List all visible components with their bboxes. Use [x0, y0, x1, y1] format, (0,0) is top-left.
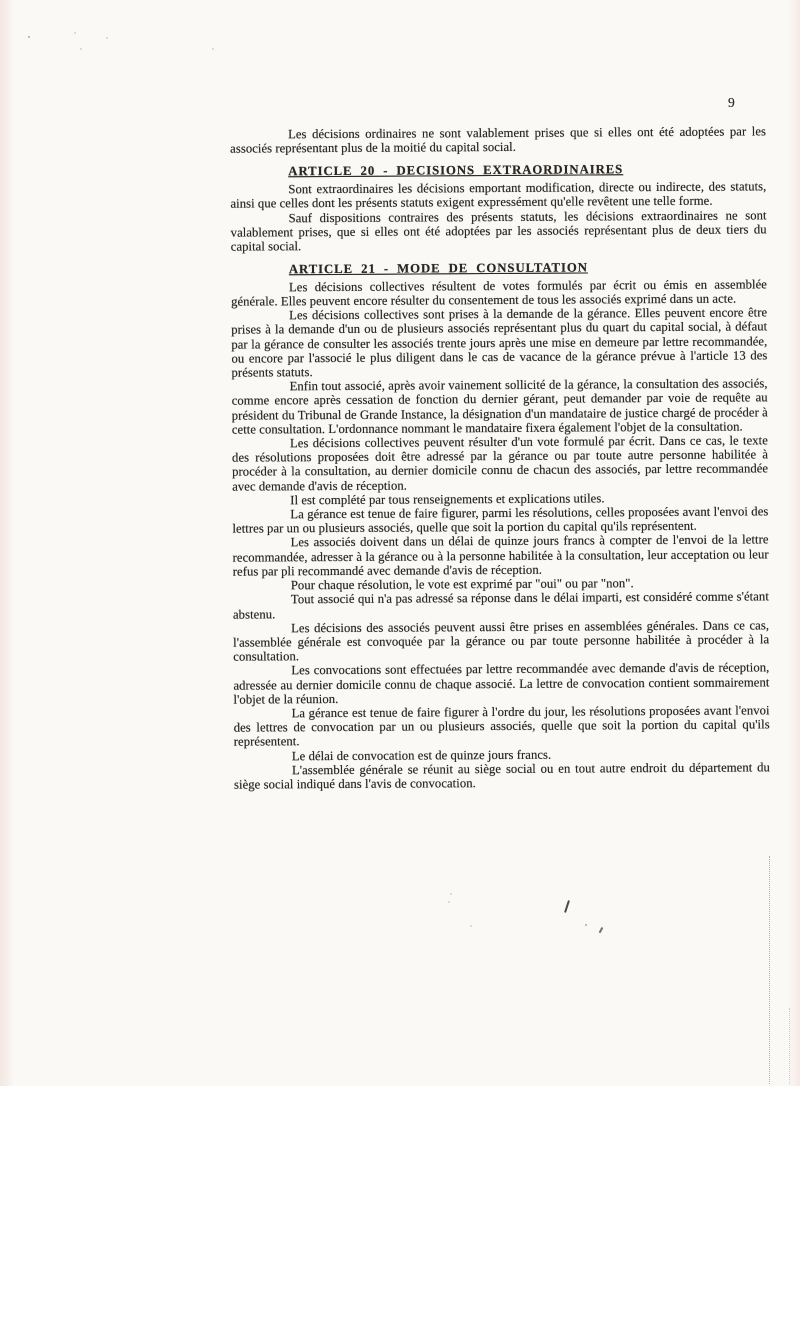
scan-vertical-streak	[769, 856, 770, 1084]
paragraph-vote-par-ecrit: Les décisions collectives peuvent résulter d'un vote formulé par écrit. Dans ce cas, le texte des résolutions proposées doit être adressé par la gérance ou par toute autre personne habilitée à procéder à la consultation, au dernier domicile connu de chacun des associés, par lettre recommandée avec demande d'avis de réception.	[231, 433, 769, 494]
paragraph-abstention: Tout associé qui n'a pas adressé sa réponse dans le délai imparti, est considéré comme s'étant abstenu.	[232, 589, 769, 622]
paragraph-complete-renseignements: Il est complété par tous renseignements et explications utiles.	[290, 491, 605, 508]
scan-speck	[80, 48, 82, 50]
paragraph-assemblees-generales: Les décisions des associés peuvent aussi être prises en assemblées générales. Dans ce cas, l'assemblée générale est convoquée par la gérance ou par toute personne habilitée à procéder à la consultation.	[233, 618, 770, 664]
paragraph-gerance-faire-figurer-resolutions: La gérance est tenue de faire figurer, parmi les résolutions, celles proposées avant l'envoi des lettres par un ou plusieurs associés, quelle que soit la portion du capital qu'ils représentent.	[232, 504, 769, 536]
paragraph-delai-convocation: Le délai de convocation est de quinze jours francs.	[291, 747, 552, 763]
scan-pen-tick	[599, 927, 603, 933]
scan-speck	[450, 893, 452, 895]
article-21-heading: ARTICLE 21 - MODE DE CONSULTATION	[288, 260, 588, 277]
paragraph-delai-quinze-jours: Les associés doivent dans un délai de quinze jours francs à compter de l'envoi de la lettre recommandée, adresser à la gérance ou à la personne habilitée à la consultation, leur acceptation ou leur refus par pli recommandé avec demande d'avis de réception.	[232, 532, 769, 579]
paragraph-convocations: Les convocations sont effectuées par lettre recommandée avec demande d'avis de réception, adressée au dernier domicile connu de chaque associé. La lettre de convocation contient sommairement l'objet de la réunion.	[233, 660, 770, 707]
scan-speck	[74, 32, 76, 34]
paragraph-sont-extraordinaires: Sont extraordinaires les décisions emportant modification, directe ou indirecte, des statuts, ainsi que celles dont les présents statuts exigent expressément qu'elle revêtent une telle forme.	[230, 179, 767, 211]
paragraph-assemblee-siege-social: L'assemblée générale se réunit au siège social ou en tout autre endroit du département du siège social indiqué dans l'avis de convocation.	[233, 760, 770, 792]
article-20-heading: ARTICLE 20 - DECISIONS EXTRAORDINAIRES	[288, 162, 624, 179]
paragraph-decisions-collectives-votes: Les décisions collectives résultent de votes formulés par écrit ou émis en assemblée générale. Elles peuvent encore résulter du consentement de tous les associés exprimé dans un acte.	[231, 277, 768, 309]
scan-speck	[212, 48, 214, 50]
scan-right-edge-shadow	[788, 0, 800, 1086]
document-text-block	[230, 124, 770, 791]
scan-speck	[28, 36, 30, 38]
scan-speck	[106, 37, 108, 39]
paragraph-enfin-tout-associe: Enfin tout associé, après avoir vainement sollicité de la gérance, la consultation des associés, comme encore après cessation de fonction du dernier gérant, peut demander par voie de requête au président du Tribunal de Grande Instance, la désignation d'un mandataire de justice chargé de procéder à cette consultation. L'ordonnance nommant le mandataire fixera également l'objet de la consultation.	[231, 376, 768, 437]
page-number: 9	[728, 95, 735, 110]
scan-left-edge-shadow	[0, 0, 14, 1086]
paragraph-ordre-du-jour: La gérance est tenue de faire figurer à l'ordre du jour, les résolutions proposées avant l'envoi des lettres de convocation par un ou plusieurs associés, quelle que soit la portion du capital qu'ils représentent.	[233, 703, 770, 749]
paragraph-demande-gerance: Les décisions collectives sont prises à la demande de la gérance. Elles peuvent encore être prises à la demande d'un ou de plusieurs associés représentant plus du quart du capital social, à défaut par la gérance de consulter les associés trente jours après une mise en demeure par lettre recommandée, ou encore par l'associé le plus diligent dans le cas de vacance de la gérance prévue à l'article 13 des présents statuts.	[231, 305, 768, 380]
scan-speck	[448, 901, 450, 903]
scan-speck	[470, 925, 472, 927]
paragraph-decisions-ordinaires: Les décisions ordinaires ne sont valablement prises que si elles ont été adoptées par les associés représentant plus de la moitié du capital social.	[230, 124, 767, 156]
pen-slash-over-convocation	[564, 900, 570, 913]
paragraph-sauf-dispositions: Sauf dispositions contraires des présents statuts, les décisions extraordinaires ne sont valablement prises, que si elles ont été adoptées par les associés représentant plus de deux tiers du capital social.	[230, 207, 767, 254]
paragraph-vote-oui-non: Pour chaque résolution, le vote est exprimé par "oui" ou par "non".	[290, 576, 634, 593]
scan-speck	[585, 924, 587, 926]
